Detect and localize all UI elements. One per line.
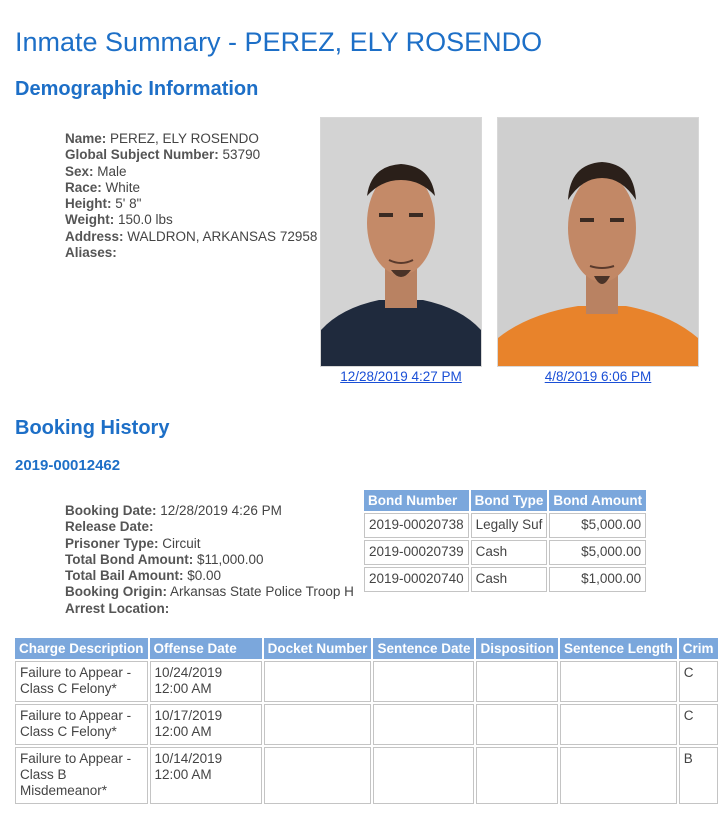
mugshot-1	[320, 117, 482, 384]
bond-amount-cell: $1,000.00	[549, 567, 646, 592]
disposition-header: Disposition	[476, 638, 558, 659]
sentence-date-cell	[373, 747, 474, 804]
booking-number: 2019-00012462	[15, 457, 121, 474]
sentence-date-header: Sentence Date	[373, 638, 474, 659]
subject-number-label: Global Subject Number:	[65, 147, 219, 163]
sentence-length-cell	[560, 747, 677, 804]
disposition-cell	[476, 661, 558, 702]
address-label: Address:	[65, 228, 124, 244]
disposition-cell	[476, 747, 558, 804]
race-value: White	[105, 179, 141, 195]
arrest-location-label: Arrest Location:	[65, 600, 170, 616]
mugshot-date-link-1[interactable]: 12/28/2019 4:27 PM	[340, 369, 462, 384]
arrest-location-row	[65, 601, 354, 617]
booking-origin-label: Booking Origin:	[65, 584, 167, 600]
booking-origin-value: Arkansas State Police Troop H	[170, 584, 354, 600]
bond-type-cell: Cash	[471, 540, 548, 565]
bond-row	[364, 567, 646, 592]
name-label: Name:	[65, 131, 107, 146]
bond-number-cell: 2019-00020740	[364, 567, 469, 592]
offense-date-cell: 10/14/2019 12:00 AM	[150, 747, 262, 804]
bond-number-cell: 2019-00020738	[364, 513, 469, 538]
bond-table	[362, 488, 648, 594]
height-value: 5' 8"	[115, 196, 142, 212]
bond-type-header: Bond Type	[471, 490, 548, 511]
demographic-info	[65, 131, 317, 261]
bond-header-row	[364, 490, 646, 511]
booking-date-row	[65, 503, 354, 519]
prisoner-type-row	[65, 536, 354, 552]
crime-class-cell: B	[679, 747, 718, 804]
sex-label: Sex:	[65, 163, 94, 179]
offense-date-header: Offense Date	[150, 638, 262, 659]
offense-date-cell: 10/24/2019 12:00 AM	[150, 661, 262, 702]
aliases-label: Aliases:	[65, 245, 117, 261]
bond-amount-cell: $5,000.00	[549, 513, 646, 538]
bond-type-cell: Cash	[471, 567, 548, 592]
address-row	[65, 229, 317, 245]
crime-class-header: Crim	[679, 638, 718, 659]
charge-description-cell: Failure to Appear - Class C Felony*	[15, 704, 148, 745]
charge-row	[15, 704, 718, 745]
sex-row	[65, 164, 317, 180]
bond-amount-cell: $5,000.00	[549, 540, 646, 565]
charge-description-header: Charge Description	[15, 638, 148, 659]
charge-row	[15, 661, 718, 702]
charge-row	[15, 747, 718, 804]
height-label: Height:	[65, 196, 112, 212]
total-bail-label: Total Bail Amount:	[65, 568, 184, 584]
name-row	[65, 131, 317, 147]
demographic-heading: Demographic Information	[15, 78, 259, 100]
total-bond-label: Total Bond Amount:	[65, 551, 194, 567]
prisoner-type-label: Prisoner Type:	[65, 535, 159, 551]
charge-header-row	[15, 638, 718, 659]
page-title: Inmate Summary - PEREZ, ELY ROSENDO	[15, 27, 543, 57]
subject-number-row	[65, 147, 317, 163]
aliases-row	[65, 245, 317, 261]
weight-value: 150.0 lbs	[118, 212, 173, 228]
weight-row	[65, 212, 317, 228]
booking-date-value: 12/28/2019 4:26 PM	[160, 503, 282, 518]
mugshot-date-link-2[interactable]: 4/8/2019 6:06 PM	[544, 369, 652, 384]
crime-class-cell: C	[679, 704, 718, 745]
sentence-date-cell	[373, 704, 474, 745]
total-bond-row	[65, 552, 354, 568]
booking-date-label: Booking Date:	[65, 503, 157, 518]
docket-number-cell	[264, 747, 372, 804]
weight-label: Weight:	[65, 212, 115, 228]
bond-type-cell: Legally Suf	[471, 513, 548, 538]
height-row	[65, 196, 317, 212]
docket-number-cell	[264, 704, 372, 745]
prisoner-type-value: Circuit	[162, 535, 201, 551]
booking-info	[65, 503, 354, 617]
total-bail-value: $0.00	[187, 568, 222, 584]
charge-description-cell: Failure to Appear - Class C Felony*	[15, 661, 148, 702]
total-bail-row	[65, 568, 354, 584]
bond-amount-header: Bond Amount	[549, 490, 646, 511]
docket-number-cell	[264, 661, 372, 702]
sentence-date-cell	[373, 661, 474, 702]
total-bond-value: $11,000.00	[196, 551, 264, 567]
name-value: PEREZ, ELY ROSENDO	[110, 131, 259, 146]
sentence-length-cell	[560, 661, 677, 702]
booking-origin-row	[65, 584, 354, 600]
mugshot-2	[497, 117, 699, 384]
sex-value: Male	[97, 163, 127, 179]
bond-number-header: Bond Number	[364, 490, 469, 511]
mugshot-image-2	[497, 117, 699, 367]
sentence-length-cell	[560, 704, 677, 745]
mugshot-image-1	[320, 117, 482, 367]
release-date-label: Release Date:	[65, 519, 154, 535]
sentence-length-header: Sentence Length	[560, 638, 677, 659]
booking-history-heading: Booking History	[15, 417, 170, 439]
charge-table	[13, 636, 720, 806]
docket-number-header: Docket Number	[264, 638, 372, 659]
race-row	[65, 180, 317, 196]
crime-class-cell: C	[679, 661, 718, 702]
address-value: WALDRON, ARKANSAS 72958	[127, 228, 318, 244]
subject-number-value: 53790	[222, 147, 261, 163]
race-label: Race:	[65, 179, 102, 195]
release-date-row	[65, 519, 354, 535]
disposition-cell	[476, 704, 558, 745]
bond-row	[364, 513, 646, 538]
bond-number-cell: 2019-00020739	[364, 540, 469, 565]
offense-date-cell: 10/17/2019 12:00 AM	[150, 704, 262, 745]
bond-row	[364, 540, 646, 565]
charge-description-cell: Failure to Appear - Class B Misdemeanor*	[15, 747, 148, 804]
